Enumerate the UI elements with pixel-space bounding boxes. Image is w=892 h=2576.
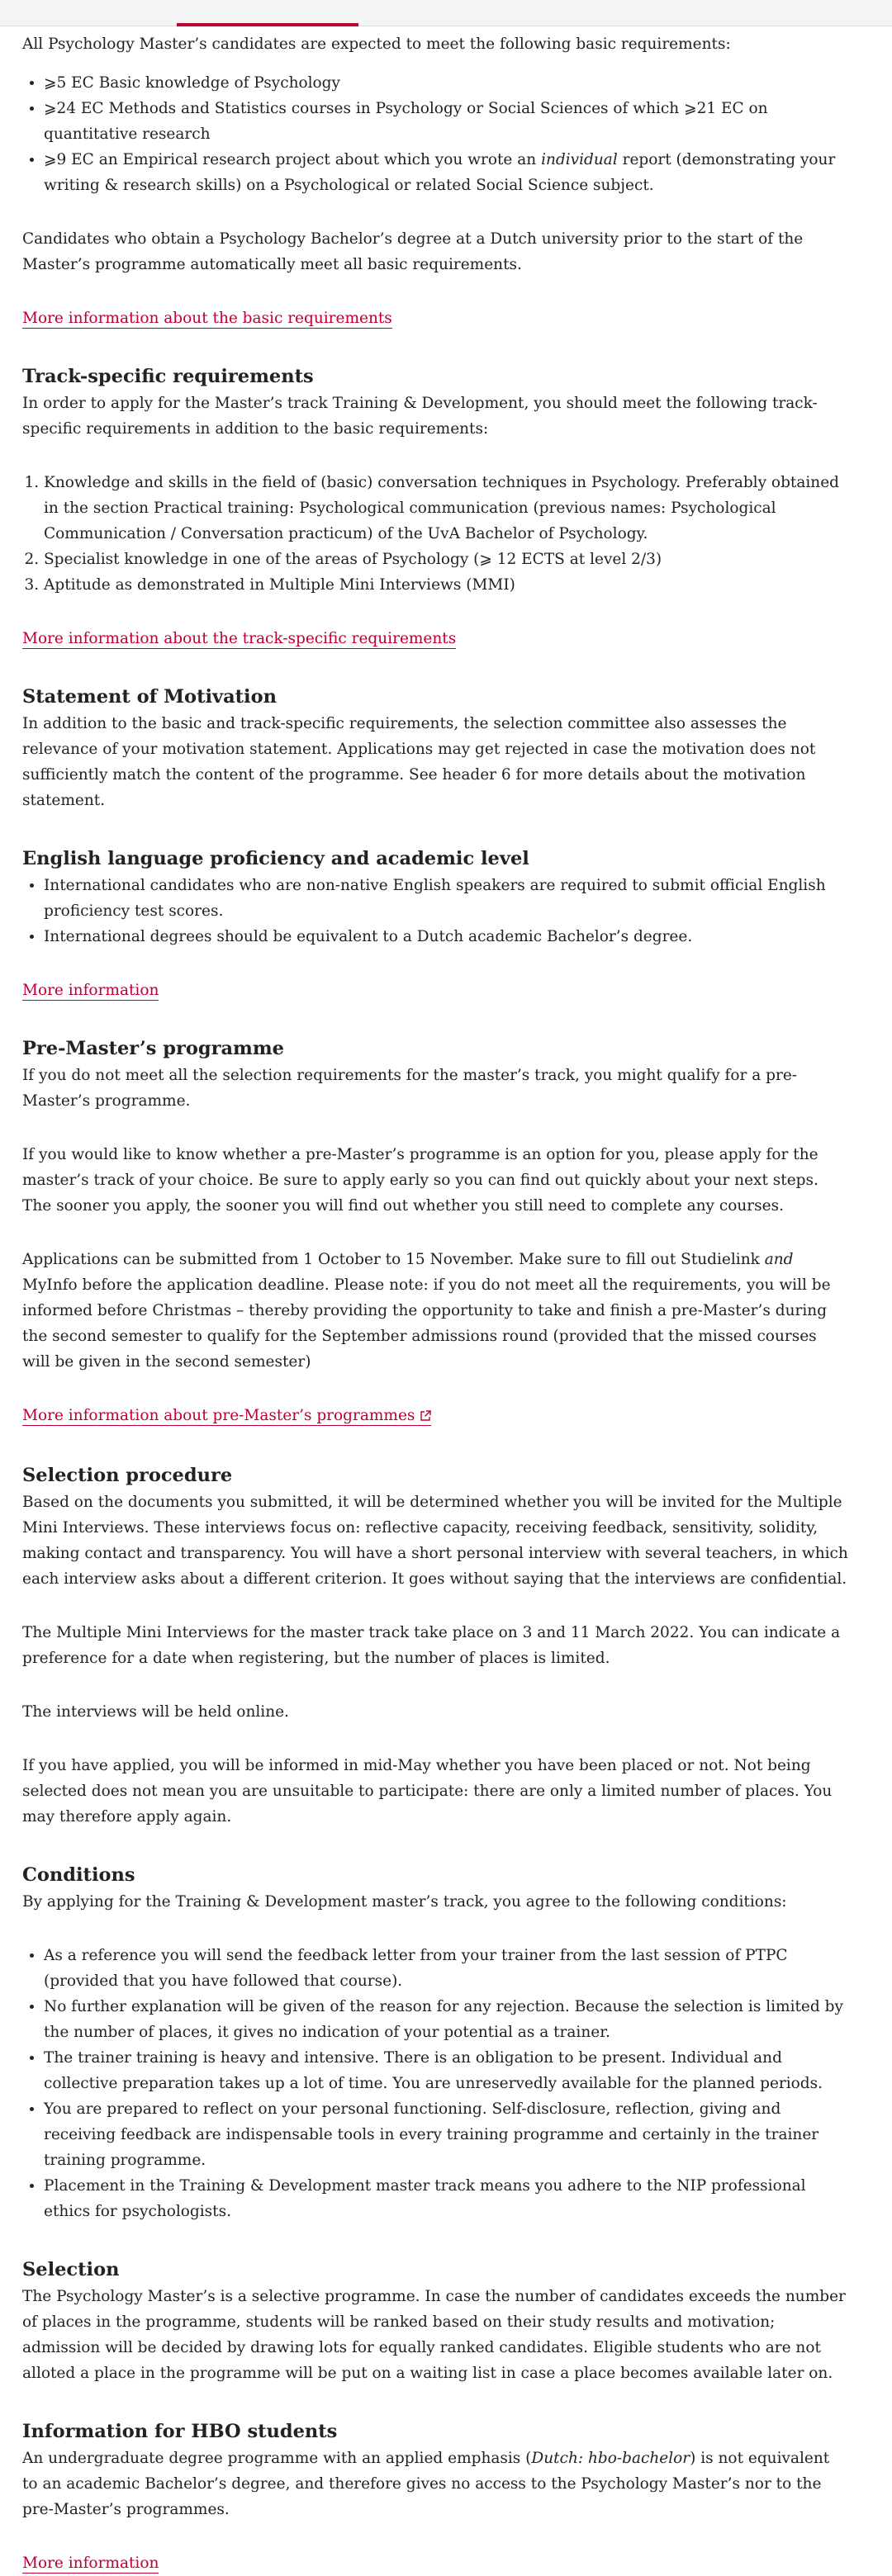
premaster-paragraph-2: If you would like to know whether a pre-Master’s programme is an option for you, please apply for the master’s track of your choice. Be sure to apply early so you can find out quickly about your next steps. The sooner you apply, the sooner you will find out whether you still need to complete any courses. bbox=[22, 1146, 818, 1215]
premaster-heading: Pre-Master’s programme bbox=[22, 1038, 284, 1059]
procedure-paragraph-2: The Multiple Mini Interviews for the master track take place on 3 and 11 March 2022. You can indicate a preference for a date when registering, but the number of places is limited. bbox=[22, 1624, 841, 1667]
basic-requirements-note: Candidates who obtain a Psychology Bachelor’s degree at a Dutch university prior to the start of the Master’s programme automatically meet all basic requirements. bbox=[22, 230, 804, 273]
premaster-paragraph-1: If you do not meet all the selection requirements for the master’s track, you might qualify for a pre-Master’s programme. bbox=[22, 1067, 798, 1110]
track-requirements-intro: In order to apply for the Master’s track Training & Development, you should meet the following track-specific requirements in addition to the basic requirements: bbox=[22, 395, 818, 438]
english-heading: English language proficiency and academic level bbox=[22, 848, 529, 869]
list-item: • As a reference you will send the feedback letter from your trainer from the last session of PTPC (provided that you have followed that course). bbox=[44, 1943, 848, 1994]
conditions-intro: By applying for the Training & Development master’s track, you agree to the following conditions: bbox=[22, 1893, 787, 1911]
hbo-heading: Information for HBO students bbox=[22, 2421, 338, 2442]
paragraph-text-post: MyInfo before the application deadline. Please note: if you do not meet all the requirements, you will be informed before Christmas – thereby providing the opportunity to take and finish a pre-Master’s during the second semester to qualify for the September admissions round (provided that the missed courses will be given in the second semester) bbox=[22, 1276, 831, 1371]
conditions-list bbox=[22, 1943, 848, 2224]
list-item: 3. Aptitude as demonstrated in Multiple Mini Interviews (MMI) bbox=[44, 572, 848, 598]
list-item: • You are prepared to reflect on your personal functioning. Self-disclosure, reflection, giving and receiving feedback are indispensable tools in every training programme and certainly in the trainer training programme. bbox=[44, 2096, 848, 2173]
tab-bar bbox=[0, 0, 892, 26]
conditions-heading: Conditions bbox=[22, 1864, 135, 1886]
item-text-post: report (demonstrating your writing & research skills) on a Psychological or related Social Science subject. bbox=[44, 151, 836, 194]
premaster-link[interactable] bbox=[22, 1407, 431, 1426]
main-content bbox=[22, 31, 848, 2576]
track-requirements-link[interactable]: More information about the track-specific requirements bbox=[22, 630, 457, 647]
paragraph-text-pre: Applications can be submitted from 1 October to 15 November. Make sure to fill out Studielink bbox=[22, 1251, 765, 1268]
list-item: 1. Knowledge and skills in the field of (basic) conversation techniques in Psychology. Preferably obtained in the section Practical training: Psychological communication (previous names: Psychological Communication / Conversation practicum) of the UvA Bachelor of Psychology. bbox=[44, 470, 848, 547]
procedure-paragraph-1: Based on the documents you submitted, it will be determined whether you will be invited for the Multiple Mini Interviews. These interviews focus on: reflective capacity, receiving feedback, sensitivity, solidity, making contact and transparency. You will have a short personal interview with several teachers, in which each interview asks about a different criterion. It goes without saying that the interviews are confidential. bbox=[22, 1494, 848, 1588]
hbo-text-emphasis: Dutch: hbo-bachelor bbox=[531, 2450, 690, 2467]
premaster-paragraph-3 bbox=[22, 1247, 848, 1375]
list-item: • ⩾5 EC Basic knowledge of Psychology bbox=[44, 70, 848, 96]
list-item: • International candidates who are non-native English speakers are required to submit official English proficiency test scores. bbox=[44, 873, 848, 924]
external-link-icon bbox=[420, 1404, 431, 1430]
list-item: • No further explanation will be given of the reason for any rejection. Because the selection is limited by the number of places, it gives no indication of your potential as a trainer. bbox=[44, 1994, 848, 2045]
procedure-paragraph-4: If you have applied, you will be informed in mid-May whether you have been placed or not. Not being selected does not mean you are unsuitable to participate: there are only a limited number of places. You may therefore apply again. bbox=[22, 1757, 833, 1825]
basic-requirements-intro: All Psychology Master’s candidates are expected to meet the following basic requirements: bbox=[22, 36, 731, 53]
selection-heading: Selection bbox=[22, 2259, 120, 2280]
list-item: • ⩾24 EC Methods and Statistics courses in Psychology or Social Sciences of which ⩾21 EC on quantitative research bbox=[44, 96, 848, 147]
item-text-emphasis: individual bbox=[541, 151, 618, 168]
english-list bbox=[22, 873, 848, 949]
hbo-text-pre: An undergraduate degree programme with an applied emphasis ( bbox=[22, 2450, 532, 2467]
motivation-heading: Statement of Motivation bbox=[22, 686, 277, 708]
procedure-paragraph-3: The interviews will be held online. bbox=[22, 1703, 289, 1721]
selection-text: The Psychology Master’s is a selective programme. In case the number of candidates exceeds the number of places in the programme, students will be ranked based on their study results and motivation; admission will be decided by drawing lots for equally ranked candidates. Eligible students who are not alloted a place in the programme will be put on a waiting list in case a place becomes available later on. bbox=[22, 2288, 846, 2382]
active-tab-indicator bbox=[177, 23, 358, 26]
basic-requirements-list bbox=[22, 70, 848, 198]
paragraph-text-emphasis: and bbox=[764, 1251, 794, 1268]
english-more-info-link[interactable]: More information bbox=[22, 982, 159, 999]
list-item: 2. Specialist knowledge in one of the areas of Psychology (⩾ 12 ECTS at level 2/3) bbox=[44, 547, 848, 572]
list-item: • The trainer training is heavy and intensive. There is an obligation to be present. Individual and collective preparation takes up a lot of time. You are unreservedly available for the planned periods. bbox=[44, 2045, 848, 2096]
track-requirements-list bbox=[22, 470, 848, 598]
list-item: • International degrees should be equivalent to a Dutch academic Bachelor’s degree. bbox=[44, 924, 848, 949]
selection-procedure-heading: Selection procedure bbox=[22, 1465, 233, 1486]
premaster-link-label: More information about pre-Master’s programmes bbox=[22, 1407, 415, 1424]
hbo-text-post: ) is not equivalent to an academic Bachelor’s degree, and therefore gives no access to the Psychology Master’s nor to the pre-Master’s programmes. bbox=[22, 2450, 830, 2518]
motivation-text: In addition to the basic and track-specific requirements, the selection committee also assesses the relevance of your motivation statement. Applications may get rejected in case the motivation does not sufficiently match the content of the programme. See header 6 for more details about the motivation statement. bbox=[22, 715, 816, 809]
basic-requirements-link[interactable]: More information about the basic requirements bbox=[22, 310, 392, 327]
hbo-more-info-link[interactable]: More information bbox=[22, 2555, 159, 2572]
track-requirements-heading: Track-specific requirements bbox=[22, 366, 314, 387]
hbo-text bbox=[22, 2446, 848, 2522]
item-text-pre: ⩾9 EC an Empirical research project about which you wrote an bbox=[44, 151, 542, 168]
list-item: • Placement in the Training & Development master track means you adhere to the NIP professional ethics for psychologists. bbox=[44, 2173, 848, 2224]
list-item bbox=[44, 147, 848, 198]
